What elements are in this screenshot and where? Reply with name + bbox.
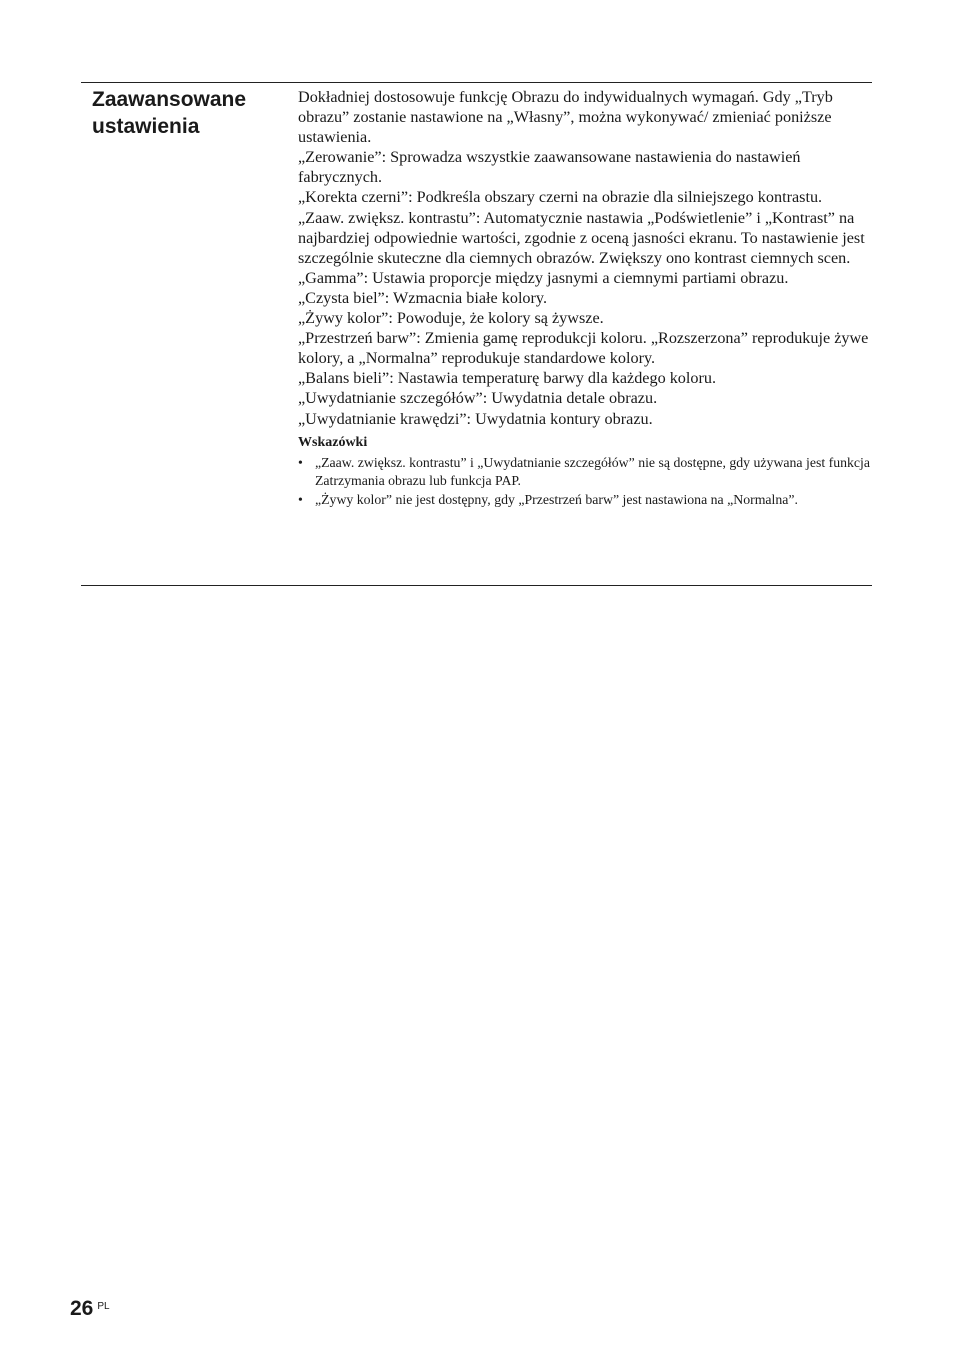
- description-paragraph: „Czysta biel”: Wzmacnia białe kolory.: [298, 288, 548, 307]
- description-paragraph: „Korekta czerni”: Podkreśla obszary czerni na obrazie dla silniejszego kontrastu.: [298, 188, 823, 207]
- description-paragraph: „Zaaw. zwiększ. kontrastu”: Automatycznie nastawia „Podświetlenie” i „Kontrast” na najbardziej odpowiednie wartości, zgodnie z oceną jasności ekranu. To nastawienie jest szczególnie skuteczne dla ciemnych obrazów. Zwiększy ono kontrast ciemnych scen.: [298, 208, 865, 267]
- tip-item: [298, 454, 874, 491]
- section-heading-line1: Zaawansowane: [92, 88, 247, 111]
- description-paragraph: „Przestrzeń barw”: Zmienia gamę reprodukcji koloru. „Rozszerzona” reprodukuje żywe kolory, a „Normalna” reprodukuje standardowe kolory.: [298, 329, 869, 368]
- table-top-rule: [81, 82, 872, 83]
- description-paragraph: „Balans bieli”: Nastawia temperaturę barwy dla każdego koloru.: [298, 369, 717, 388]
- bullet-icon: •: [298, 454, 303, 470]
- tip-text: „Żywy kolor” nie jest dostępny, gdy „Przestrzeń barw” jest nastawiona na „Normalna”.: [315, 491, 798, 507]
- description-paragraph: Dokładniej dostosowuje funkcję Obrazu do indywidualnych wymagań. Gdy „Tryb obrazu” zostanie nastawione na „Własny”, można wykonywać/ zmieniać poniższe ustawienia.: [298, 88, 833, 147]
- tips-list: [298, 454, 874, 510]
- section-heading: [92, 86, 292, 140]
- description-paragraph: „Uwydatnianie krawędzi”: Uwydatnia kontury obrazu.: [298, 409, 653, 428]
- page-footer: [70, 1296, 110, 1322]
- description-paragraph: „Żywy kolor”: Powoduje, że kolory są żywsze.: [298, 309, 604, 328]
- description-paragraph: „Gamma”: Ustawia proporcje między jasnymi a ciemnymi partiami obrazu.: [298, 268, 789, 287]
- description-paragraph: „Zerowanie”: Sprowadza wszystkie zaawansowane nastawienia do nastawień fabrycznych.: [298, 148, 801, 187]
- section-heading-line2: ustawienia: [92, 115, 200, 138]
- tip-text: „Zaaw. zwiększ. kontrastu” i „Uwydatnianie szczegółów” nie są dostępne, gdy używana jest funkcja Zatrzymania obrazu lub funkcja PAP.: [315, 454, 870, 489]
- bullet-icon: •: [298, 491, 303, 507]
- table-bottom-rule: [81, 585, 872, 586]
- tip-item: [298, 491, 874, 510]
- description-paragraph: „Uwydatnianie szczegółów”: Uwydatnia detale obrazu.: [298, 389, 658, 408]
- language-code: PL: [97, 1301, 110, 1312]
- section-description: [298, 87, 874, 509]
- tips-heading: Wskazówki: [298, 434, 368, 450]
- page-number: 26: [70, 1297, 94, 1320]
